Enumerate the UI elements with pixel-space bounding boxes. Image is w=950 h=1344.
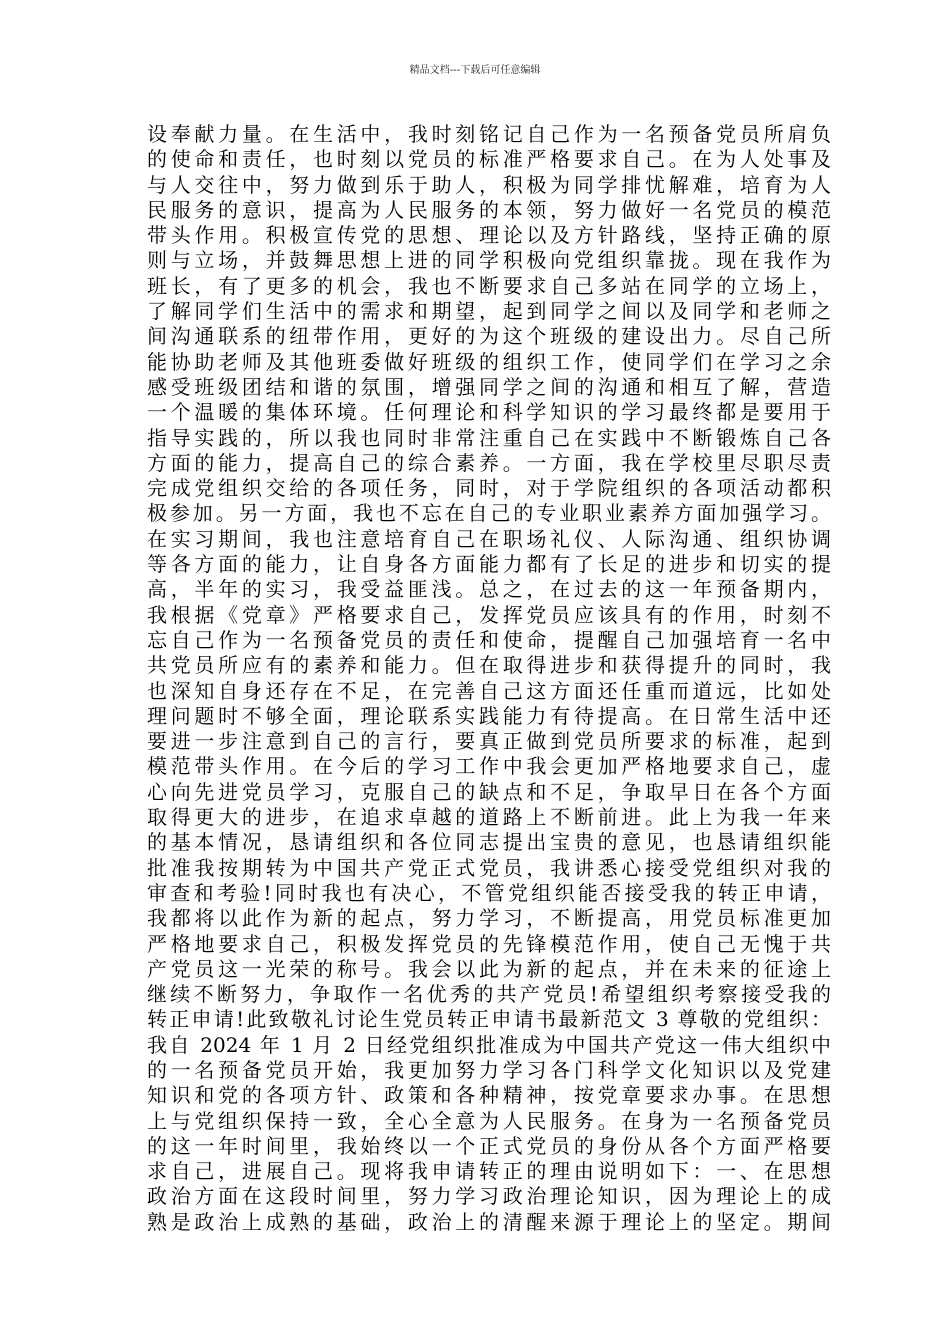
text-line: 也深知自身还存在不足，在完善自己这方面还任重而道远，比如处 bbox=[147, 678, 831, 703]
page-header: 精品文档---下载后可任意编辑 bbox=[409, 65, 541, 76]
text-line: 模范带头作用。在今后的学习工作中我会更加严格地要求自己，虚 bbox=[147, 754, 831, 779]
text-line: 的基本情况，恳请组织和各位同志提出宝贵的意见，也恳请组织能 bbox=[147, 830, 831, 855]
text-line: 间沟通联系的纽带作用，更好的为这个班级的建设出力。尽自己所 bbox=[147, 324, 831, 349]
text-line: 的使命和责任，也时刻以党员的标准严格要求自己。在为人处事及 bbox=[147, 147, 831, 172]
text-line: 产党员这一光荣的称号。我会以此为新的起点，并在未来的征途上 bbox=[147, 956, 831, 981]
text-line: 在实习期间，我也注意培育自己在职场礼仪、人际沟通、组织协调 bbox=[147, 526, 831, 551]
text-line: 上与党组织保持一致，全心全意为人民服务。在身为一名预备党员 bbox=[147, 1108, 831, 1133]
text-line: 忘自己作为一名预备党员的责任和使命，提醒自己加强培育一名中 bbox=[147, 627, 831, 652]
text-line: 一个温暖的集体环境。任何理论和科学知识的学习最终都是要用于 bbox=[147, 400, 831, 425]
text-line: 等各方面的能力，让自身各方面能力都有了长足的进步和切实的提 bbox=[147, 552, 831, 577]
text-line: 严格地要求自己，积极发挥党员的先锋模范作用，使自己无愧于共 bbox=[147, 931, 831, 956]
text-line: 批准我按期转为中国共产党正式党员，我讲悉心接受党组织对我的 bbox=[147, 855, 831, 880]
text-line: 熟是政治上成熟的基础，政治上的清醒来源于理论上的坚定。期间 bbox=[147, 1209, 831, 1234]
text-line: 能协助老师及其他班委做好班级的组织工作，使同学们在学习之余 bbox=[147, 349, 831, 374]
text-line: 高，半年的实习，我受益匪浅。总之，在过去的这一年预备期内， bbox=[147, 577, 831, 602]
text-line: 理问题时不够全面，理论联系实践能力有待提高。在日常生活中还 bbox=[147, 703, 831, 728]
text-line: 民服务的意识，提高为人民服务的本领，努力做好一名党员的模范 bbox=[147, 197, 831, 222]
text-line: 审查和考验!同时我也有决心，不管党组织能否接受我的转正申请， bbox=[147, 880, 831, 905]
text-line: 指导实践的，所以我也同时非常注重自己在实践中不断锻炼自己各 bbox=[147, 425, 831, 450]
text-line: 设奉献力量。在生活中，我时刻铭记自己作为一名预备党员所肩负 bbox=[147, 122, 831, 146]
text-line: 要进一步注意到自己的言行，要真正做到党员所要求的标准，起到 bbox=[147, 729, 831, 754]
text-line: 的这一年时间里，我始终以一个正式党员的身份从各个方面严格要 bbox=[147, 1133, 831, 1158]
text-line: 与人交往中，努力做到乐于助人，积极为同学排忧解难，培育为人 bbox=[147, 172, 831, 197]
text-line: 知识和党的各项方针、政策和各种精神，按党章要求办事。在思想 bbox=[147, 1083, 831, 1108]
text-line: 取得更大的进步，在追求卓越的道路上不断前进。此上为我一年来 bbox=[147, 805, 831, 830]
text-line: 的一名预备党员开始，我更加努力学习各门科学文化知识以及党建 bbox=[147, 1057, 831, 1082]
text-line: 完成党组织交给的各项任务，同时，对于学院组织的各项活动都积 bbox=[147, 476, 831, 501]
text-line: 极参加。另一方面，我也不忘在自己的专业职业素养方面加强学习。 bbox=[147, 501, 831, 526]
text-line: 我根据《党章》严格要求自己，发挥党员应该具有的作用，时刻不 bbox=[147, 602, 831, 627]
text-line: 转正申请!此致敬礼讨论生党员转正申请书最新范文 3 尊敬的党组织： bbox=[147, 1007, 831, 1032]
text-line: 感受班级团结和谐的氛围，增强同学之间的沟通和相互了解，营造 bbox=[147, 374, 831, 399]
text-line: 方面的能力，提高自己的综合素养。一方面，我在学校里尽职尽责 bbox=[147, 450, 831, 475]
text-line: 共党员所应有的素养和能力。但在取得进步和获得提升的同时，我 bbox=[147, 653, 831, 678]
text-line: 我自 2024 年 1 月 2 日经党组织批准成为中国共产党这一伟大组织中 bbox=[147, 1032, 831, 1057]
text-line: 我都将以此作为新的起点，努力学习，不断提高，用党员标准更加 bbox=[147, 906, 831, 931]
text-line: 心向先进党员学习，克服自己的缺点和不足，争取早日在各个方面 bbox=[147, 779, 831, 804]
body-paragraph bbox=[147, 122, 831, 1235]
text-line: 政治方面在这段时间里，努力学习政治理论知识，因为理论上的成 bbox=[147, 1184, 831, 1209]
text-line: 带头作用。积极宣传党的思想、理论以及方针路线，坚持正确的原 bbox=[147, 223, 831, 248]
text-line: 了解同学们生活中的需求和期望，起到同学之间以及同学和老师之 bbox=[147, 299, 831, 324]
text-line: 班长，有了更多的机会，我也不断要求自己多站在同学的立场上， bbox=[147, 273, 831, 298]
text-line: 继续不断努力，争取作一名优秀的共产党员!希望组织考察接受我的 bbox=[147, 982, 831, 1007]
text-line: 求自己，进展自己。现将我申请转正的理由说明如下：一、在思想 bbox=[147, 1159, 831, 1184]
text-line: 则与立场，并鼓舞思想上进的同学积极向党组织靠拢。现在我作为 bbox=[147, 248, 831, 273]
